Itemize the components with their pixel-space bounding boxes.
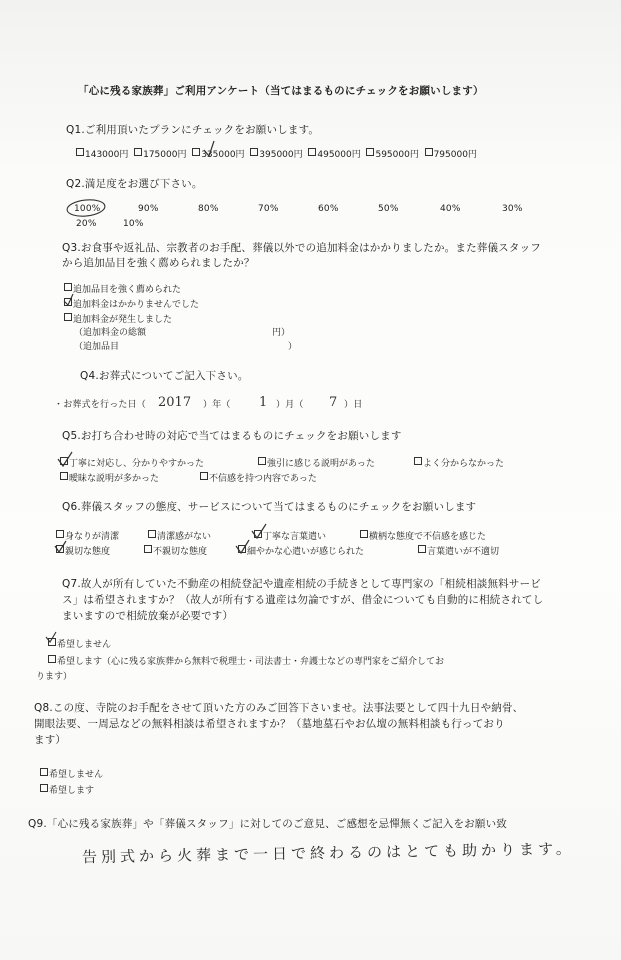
checkbox[interactable] — [40, 784, 48, 792]
q8-option-no[interactable]: 希望しません — [40, 768, 103, 781]
q6-option-unkind[interactable]: 不親切な態度 — [144, 545, 207, 558]
checkbox[interactable] — [60, 457, 68, 465]
checkbox[interactable] — [48, 655, 56, 663]
q2-option-60[interactable]: 60% — [318, 204, 339, 214]
q6-label: Q6.葬儀スタッフの態度、サービスについて当てはまるものにチェックをお願いします — [62, 501, 477, 513]
q7-option-yes[interactable]: 希望します（心に残る家族葬から無料で税理士・司法書士・弁護士などの専門家をご紹介してお — [48, 655, 444, 668]
q2-option-80[interactable]: 80% — [198, 204, 219, 214]
q5-option-polite[interactable]: 丁寧に対応し、分かりやすかった — [60, 457, 204, 470]
q1-options — [76, 148, 477, 161]
q5-option-distrust[interactable]: 不信感を持つ内容であった — [200, 472, 317, 485]
checkbox[interactable] — [148, 530, 156, 538]
q3-option[interactable]: 追加料金はかかりませんでした — [64, 298, 199, 311]
q9-handwritten-answer[interactable]: 告別式から火葬まで一日で終わるのはとても助かります。 — [81, 839, 575, 867]
q2-option-100[interactable]: 100% — [74, 204, 101, 214]
q1-option[interactable]: 175000円 — [134, 150, 186, 160]
checkbox[interactable] — [60, 472, 68, 480]
q1-option-selected[interactable]: 335000円 — [192, 150, 244, 160]
q7-option-yes-line2: ります） — [36, 672, 73, 682]
q6-option-arrogant[interactable]: 横柄な態度で不信感を感じた — [360, 530, 486, 543]
q2-option-70[interactable]: 70% — [258, 204, 279, 214]
q7-label-line1: Q7.故人が所有していた不動産の相続登記や遺産相続の手続きとして専門家の「相続相談無料サービ — [62, 578, 541, 590]
q7-label-line3: まいますので相続放棄が必要です） — [62, 610, 234, 622]
checkbox[interactable] — [238, 545, 246, 553]
checkbox[interactable] — [64, 283, 72, 291]
q4-month-value[interactable]: 1 — [259, 395, 268, 410]
q3-option[interactable]: 追加料金が発生しました — [64, 313, 172, 326]
q5-option-forceful[interactable]: 強引に感じる説明があった — [258, 457, 375, 470]
checkbox[interactable] — [144, 545, 152, 553]
q4-year-unit: ）年（ — [203, 400, 231, 410]
q2-option-20[interactable]: 20% — [76, 219, 97, 229]
checkbox[interactable] — [56, 530, 64, 538]
q2-label: Q2.満足度をお選び下さい。 — [66, 178, 203, 190]
checkbox[interactable] — [76, 148, 84, 156]
q6-option-attentive[interactable]: 細やかな心遣いが感じられた — [238, 545, 364, 558]
q6-option-clean[interactable]: 身なりが清潔 — [56, 530, 119, 543]
q8-label-line3: ます） — [34, 734, 67, 746]
q3-items-close: ） — [288, 342, 298, 352]
q7-option-no[interactable]: 希望しません — [48, 638, 111, 651]
q2-option-50[interactable]: 50% — [378, 204, 399, 214]
checkbox[interactable] — [64, 298, 72, 306]
q4-month-unit: ）月（ — [276, 400, 304, 410]
checkbox[interactable] — [254, 530, 262, 538]
q2-option-30[interactable]: 30% — [502, 204, 523, 214]
checkbox[interactable] — [200, 472, 208, 480]
q3-label-line2: から追加品目を強く薦められましたか？ — [62, 257, 255, 269]
checkbox[interactable] — [258, 457, 266, 465]
q9-label: Q9.「心に残る家族葬」や「葬儀スタッフ」に対してのご意見、ご感想を忌憚無くご記入をお願い致 — [28, 818, 507, 830]
q1-option[interactable]: 795000円 — [425, 150, 477, 160]
q2-option-10[interactable]: 10% — [123, 219, 144, 229]
q3-option[interactable]: 追加品目を強く薦められた — [64, 283, 181, 296]
q6-option-kind[interactable]: 親切な態度 — [56, 545, 110, 558]
checkbox[interactable] — [425, 148, 433, 156]
q4-day-value[interactable]: 7 — [329, 395, 338, 410]
q4-day-unit: ）日 — [344, 400, 363, 410]
q8-label-line1: Q8.この度、寺院のお手配をさせて頂いた方のみご回答下さいませ。法事法要として四十九日や納骨、 — [34, 702, 524, 714]
q3-amount-unit: 円） — [272, 328, 291, 338]
q1-option[interactable]: 395000円 — [250, 150, 302, 160]
checkbox[interactable] — [418, 545, 426, 553]
q3-items-label: （追加品目 — [74, 342, 120, 352]
q5-label: Q5.お打ち合わせ時の対応で当てはまるものにチェックをお願いします — [62, 430, 402, 442]
q1-option[interactable]: 595000円 — [366, 150, 418, 160]
checkbox[interactable] — [48, 638, 56, 646]
checkbox[interactable] — [414, 457, 422, 465]
q3-label-line1: Q3.お食事や返礼品、宗教者のお手配、葬儀以外での追加料金はかかりましたか。また葬儀スタッフ — [62, 242, 541, 254]
q3-amount-label: （追加料金の総額 — [74, 328, 147, 338]
checkbox[interactable] — [250, 148, 258, 156]
q4-label: Q4.お葬式についてご記入下さい。 — [80, 370, 249, 382]
q7-label-line2: ス」は希望されますか？（故人が所有する遺産は勿論ですが、借金についても自動的に相続されてし — [62, 594, 544, 606]
q1-option[interactable]: 495000円 — [308, 150, 360, 160]
checkbox[interactable] — [308, 148, 316, 156]
survey-title: 「心に残る家族葬」ご利用アンケート（当てはまるものにチェックをお願いします） — [78, 85, 484, 97]
q1-option[interactable]: 143000円 — [76, 150, 128, 160]
q4-year-value[interactable]: 2017 — [158, 395, 192, 410]
checkbox[interactable] — [366, 148, 374, 156]
checkbox[interactable] — [192, 148, 200, 156]
q1-label: Q1.ご利用頂いたプランにチェックをお願いします。 — [66, 124, 320, 136]
q6-option-unclean[interactable]: 清潔感がない — [148, 530, 211, 543]
q6-option-improper-language[interactable]: 言葉遣いが不適切 — [418, 545, 499, 558]
q2-option-90[interactable]: 90% — [138, 204, 159, 214]
checkbox[interactable] — [360, 530, 368, 538]
q6-option-polite-language[interactable]: 丁寧な言葉遣い — [254, 530, 326, 543]
q5-option-vague[interactable]: 曖昧な説明が多かった — [60, 472, 159, 485]
q2-option-40[interactable]: 40% — [440, 204, 461, 214]
checkbox[interactable] — [40, 768, 48, 776]
q8-option-yes[interactable]: 希望します — [40, 784, 94, 797]
q5-option-unclear[interactable]: よく分からなかった — [414, 457, 504, 470]
checkbox[interactable] — [64, 313, 72, 321]
q4-date-prefix: ・お葬式を行った日（ — [54, 400, 147, 410]
checkbox[interactable] — [56, 545, 64, 553]
checkbox[interactable] — [134, 148, 142, 156]
q8-label-line2: 開眼法要、一周忌などの無料相談は希望されますか？（墓地墓石やお仏壇の無料相談も行っており — [34, 718, 505, 730]
